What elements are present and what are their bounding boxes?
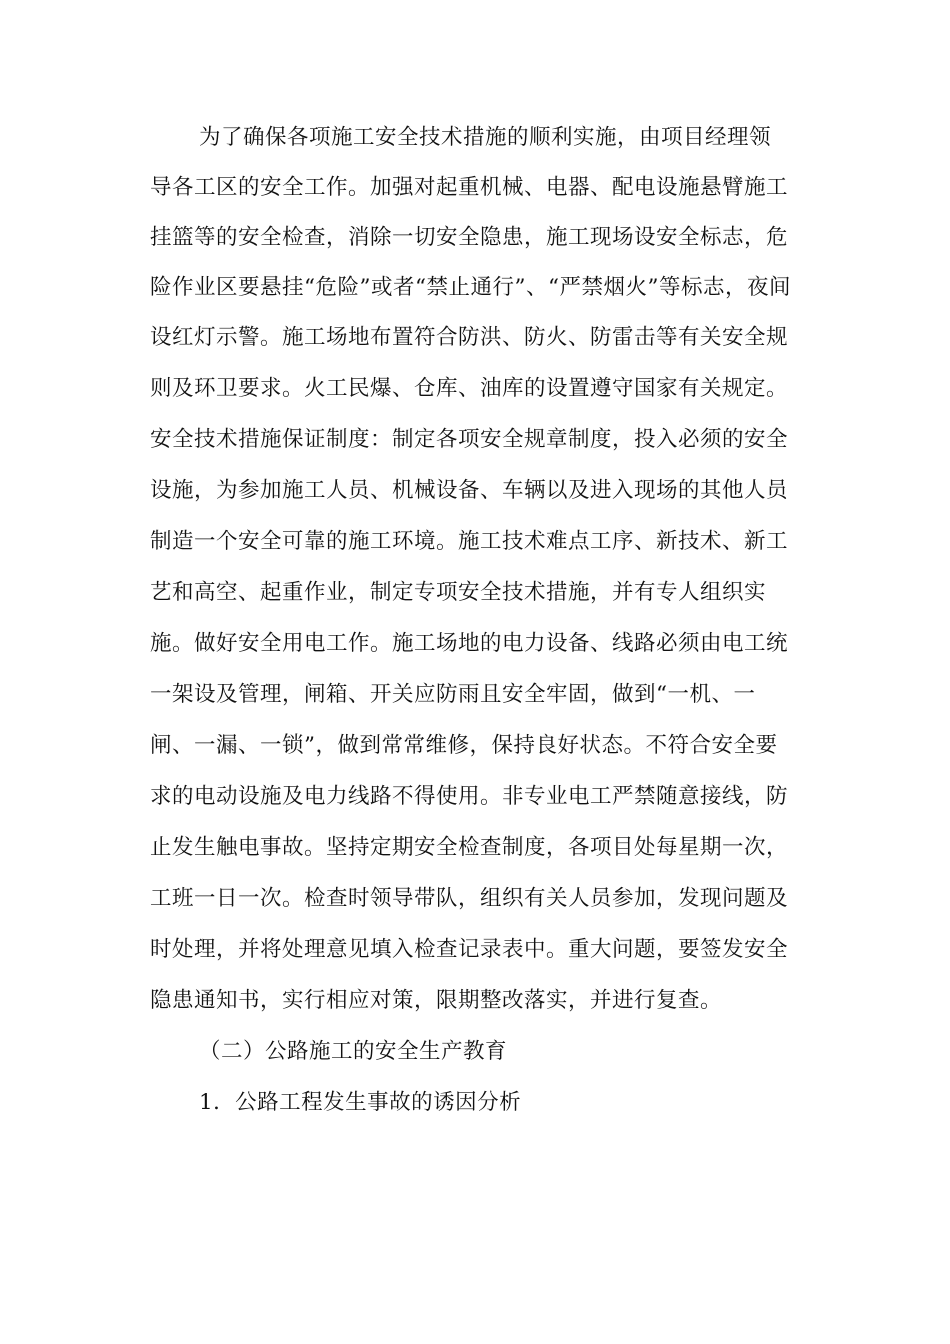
section-heading: （二）公路施工的安全生产教育	[199, 1039, 508, 1064]
paragraph-line: 求的电动设施及电力线路不得使用。非专业电工严禁随意接线，防	[150, 784, 789, 809]
paragraph-line: 设红灯示警。施工场地布置符合防洪、防火、防雷击等有关安全规	[150, 325, 789, 350]
paragraph-line: 施。做好安全用电工作。施工场地的电力设备、线路必须由电工统	[150, 631, 789, 656]
paragraph-line: 则及环卫要求。火工民爆、仓库、油库的设置遵守国家有关规定。	[150, 376, 789, 401]
paragraph-line: 为了确保各项施工安全技术措施的顺利实施，由项目经理领	[199, 125, 772, 150]
subsection-heading: 1．公路工程发生事故的诱因分析	[199, 1090, 522, 1115]
paragraph-line: 时处理，并将处理意见填入检查记录表中。重大问题，要签发安全	[150, 937, 789, 962]
paragraph-line: 设施，为参加施工人员、机械设备、车辆以及进入现场的其他人员	[150, 478, 789, 503]
paragraph-line: 一架设及管理，闸箱、开关应防雨且安全牢固，做到“一机、一	[150, 682, 756, 707]
paragraph-line: 隐患通知书，实行相应对策，限期整改落实，并进行复查。	[150, 988, 723, 1013]
paragraph-line: 导各工区的安全工作。加强对起重机械、电器、配电设施悬臂施工	[150, 175, 789, 200]
paragraph-line: 工班一日一次。检查时领导带队，组织有关人员参加，发现问题及	[150, 886, 789, 911]
paragraph-line: 制造一个安全可靠的施工环境。施工技术难点工序、新技术、新工	[150, 529, 789, 554]
paragraph-line: 止发生触电事故。坚持定期安全检查制度，各项目处每星期一次，	[150, 835, 789, 860]
paragraph-line: 闸、一漏、一锁”，做到常常维修，保持良好状态。不符合安全要	[150, 733, 778, 758]
paragraph-line: 安全技术措施保证制度：制定各项安全规章制度，投入必须的安全	[150, 427, 789, 452]
paragraph-line: 艺和高空、起重作业，制定专项安全技术措施，并有专人组织实	[150, 580, 767, 605]
paragraph-line: 挂篮等的安全检查，消除一切安全隐患，施工现场设安全标志，危	[150, 225, 789, 250]
paragraph-line: 险作业区要悬挂“危险”或者“禁止通行”、“严禁烟火”等标志，夜间	[150, 275, 791, 300]
